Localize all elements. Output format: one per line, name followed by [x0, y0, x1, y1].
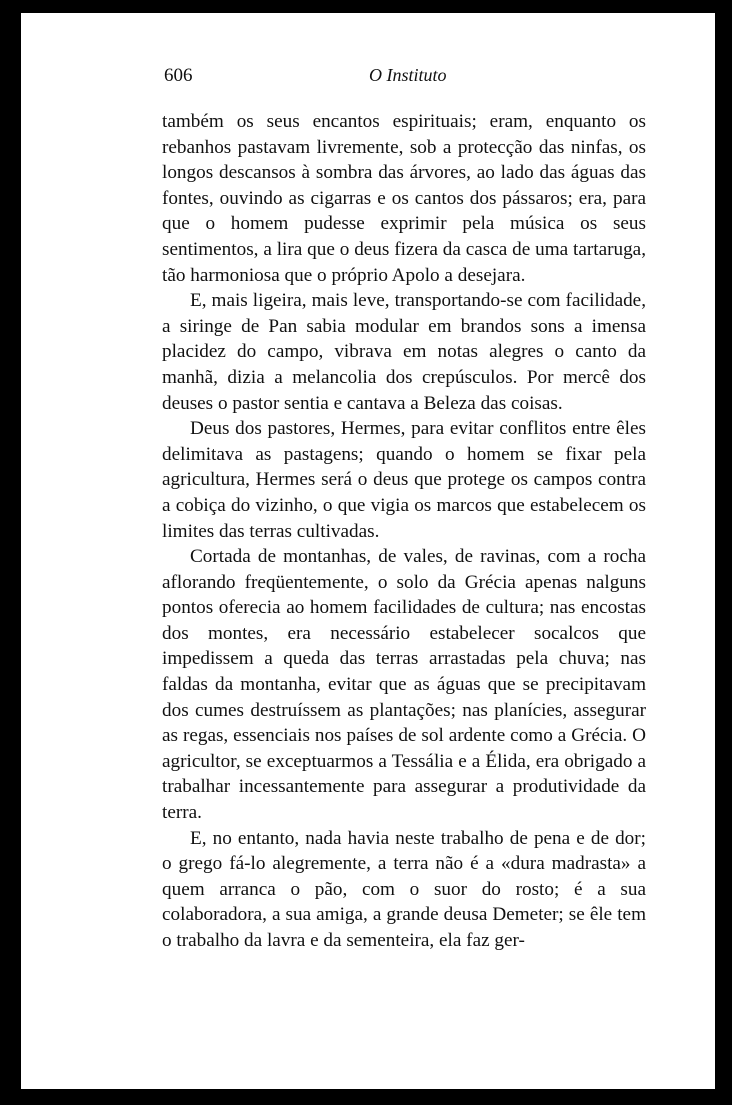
page-number: 606 [164, 65, 193, 86]
page-header [164, 65, 644, 93]
paragraph: E, no entanto, nada havia neste trabalho de pena e de dor; o grego fá-lo alegremente, a terra não é a «dura madrasta» a quem arranca o pão, com o suor do rosto; é a sua colaboradora, a sua amiga, a grande deusa Demeter; se êle tem o trabalho da lavra e da sementeira, ela faz ger- [162, 827, 646, 951]
body-text [162, 109, 646, 954]
paragraph: Deus dos pastores, Hermes, para evitar conflitos entre êles delimitava as pastagens; quando o homem se fixar pela agricultura, Hermes será o deus que protege os campos contra a cobiça do vizinho, o que vigia os marcos que estabelecem os limites das terras cultivadas. [162, 418, 646, 542]
running-title: O Instituto [369, 65, 447, 85]
paragraph: E, mais ligeira, mais leve, transportando-se com facilidade, a siringe de Pan sabia modular em brandos sons a imensa placidez do campo, vibrava em notas alegres o canto da manhã, dizia a melancolia dos crepúsculos. Por mercê dos deuses o pastor sentia e cantava a Beleza das coisas. [162, 290, 646, 414]
paragraph: também os seus encantos espirituais; eram, enquanto os rebanhos pastavam livremente, sob a protecção das ninfas, os longos descansos à sombra das árvores, ao lado das águas das fontes, ouvindo as cigarras e os cantos dos pássaros; era, para que o homem pudesse exprimir pela música os seus sentimentos, a lira que o deus fizera da casca de uma tartaruga, tão harmoniosa que o próprio Apolo a desejara. [162, 111, 646, 286]
book-page [18, 10, 718, 1092]
paragraph: Cortada de montanhas, de vales, de ravinas, com a rocha aflorando freqüentemente, o solo da Grécia apenas nalguns pontos oferecia ao homem facilidades de cultura; nas encostas dos montes, era necessário estabelecer socalcos que impedissem a queda das terras arrastadas pela chuva; nas faldas da montanha, evitar que as águas que se precipitavam dos cumes destruíssem as plantações; nas planícies, assegurar as regas, essenciais nos países de sol ardente como a Grécia. O agricultor, se exceptuarmos a Tessália e a Élida, era obrigado a trabalhar incessantemente para assegurar a produtividade da terra. [162, 546, 646, 824]
